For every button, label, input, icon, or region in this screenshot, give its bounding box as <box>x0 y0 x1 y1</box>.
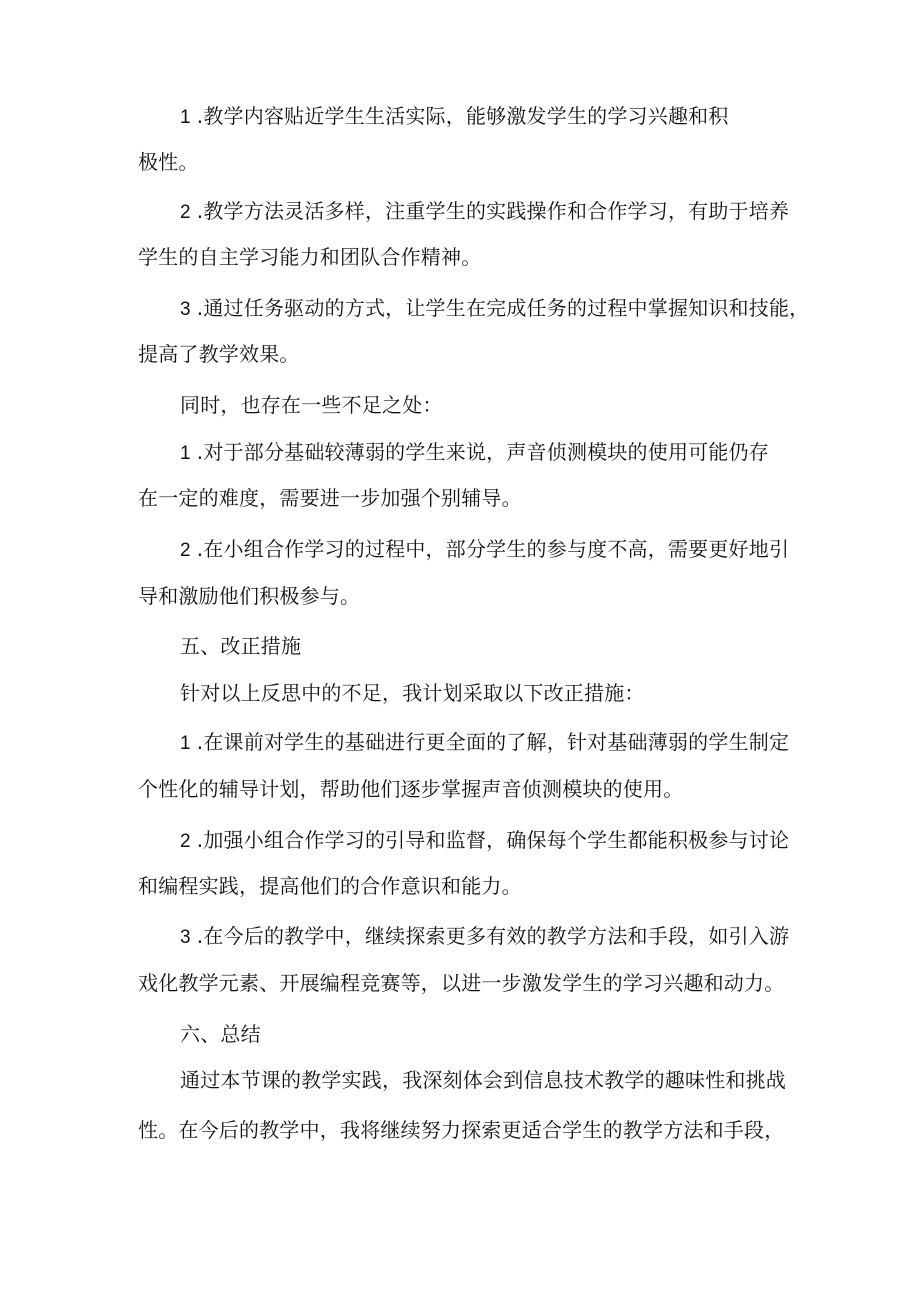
paragraph-line <box>180 922 789 952</box>
line-text: .加强小组合作学习的引导和监督，确保每个学生都能积极参与讨论 <box>196 828 790 852</box>
line-text: 通过本节课的教学实践，我深刻体会到信息技术教学的趣味性和挑战 <box>180 1068 786 1092</box>
list-number: 2 <box>180 540 191 561</box>
line-text: .教学方法灵活多样，注重学生的实践操作和合作学习，有助于培养 <box>196 199 790 223</box>
line-text: .教学内容贴近学生生活实际，能够激发学生的学习兴趣和积 <box>196 104 729 128</box>
line-text: 和编程实践，提高他们的合作意识和能力。 <box>138 874 522 898</box>
paragraph-line <box>138 340 300 368</box>
paragraph-line <box>138 582 360 610</box>
line-text: 导和激励他们积极参与。 <box>138 584 361 608</box>
list-number: 2 <box>180 202 191 223</box>
line-text: 戏化教学元素、开展编程竞赛等，以进一步激发学生的学习兴趣和动力。 <box>138 971 785 995</box>
line-text: 在一定的难度，需要进一步加强个别辅导。 <box>138 486 522 510</box>
paragraph-line <box>180 535 789 565</box>
line-text: 提高了教学效果。 <box>138 342 300 366</box>
paragraph-line <box>138 243 481 271</box>
line-text: 同时，也存在一些不足之处： <box>180 393 443 417</box>
line-text: .通过任务驱动的方式，让学生在完成任务的过程中掌握知识和技能， <box>196 296 810 320</box>
paragraph-line <box>180 102 729 132</box>
paragraph-line <box>180 294 809 324</box>
list-number: 2 <box>180 831 191 852</box>
list-number: 3 <box>180 927 191 948</box>
line-text: .在课前对学生的基础进行更全面的了解，针对基础薄弱的学生制定 <box>196 730 790 754</box>
paragraph-line <box>180 728 789 758</box>
section-heading <box>180 632 301 660</box>
line-text: .在今后的教学中，继续探索更多有效的教学方法和手段，如引入游 <box>196 924 790 948</box>
line-text: .在小组合作学习的过程中，部分学生的参与度不高，需要更好地引 <box>196 537 790 561</box>
paragraph-line <box>180 1066 786 1094</box>
paragraph-line <box>138 148 199 176</box>
paragraph-line <box>180 197 789 227</box>
paragraph-line <box>138 775 683 803</box>
paragraph-line <box>138 484 522 512</box>
line-text: 五、改正措施 <box>180 634 302 658</box>
list-number: 1 <box>180 443 191 464</box>
list-number: 3 <box>180 299 191 320</box>
paragraph-line <box>138 1116 784 1144</box>
paragraph-line <box>138 872 522 900</box>
list-number: 1 <box>180 733 191 754</box>
line-text: 个性化的辅导计划，帮助他们逐步掌握声音侦测模块的使用。 <box>138 777 684 801</box>
line-text: 针对以上反思中的不足，我计划采取以下改正措施： <box>180 681 645 705</box>
line-text: 极性。 <box>138 150 199 174</box>
line-text: 六、总结 <box>180 1022 261 1046</box>
paragraph-line <box>180 391 443 419</box>
line-text: .对于部分基础较薄弱的学生来说，声音侦测模块的使用可能仍存 <box>196 440 769 464</box>
list-number: 1 <box>180 107 191 128</box>
paragraph-line <box>180 679 645 707</box>
paragraph-line <box>180 438 769 468</box>
section-heading <box>180 1020 261 1048</box>
line-text: 学生的自主学习能力和团队合作精神。 <box>138 245 482 269</box>
paragraph-line <box>180 826 789 856</box>
line-text: 性。在今后的教学中，我将继续努力探索更适合学生的教学方法和手段， <box>138 1118 785 1142</box>
paragraph-line <box>138 969 784 997</box>
